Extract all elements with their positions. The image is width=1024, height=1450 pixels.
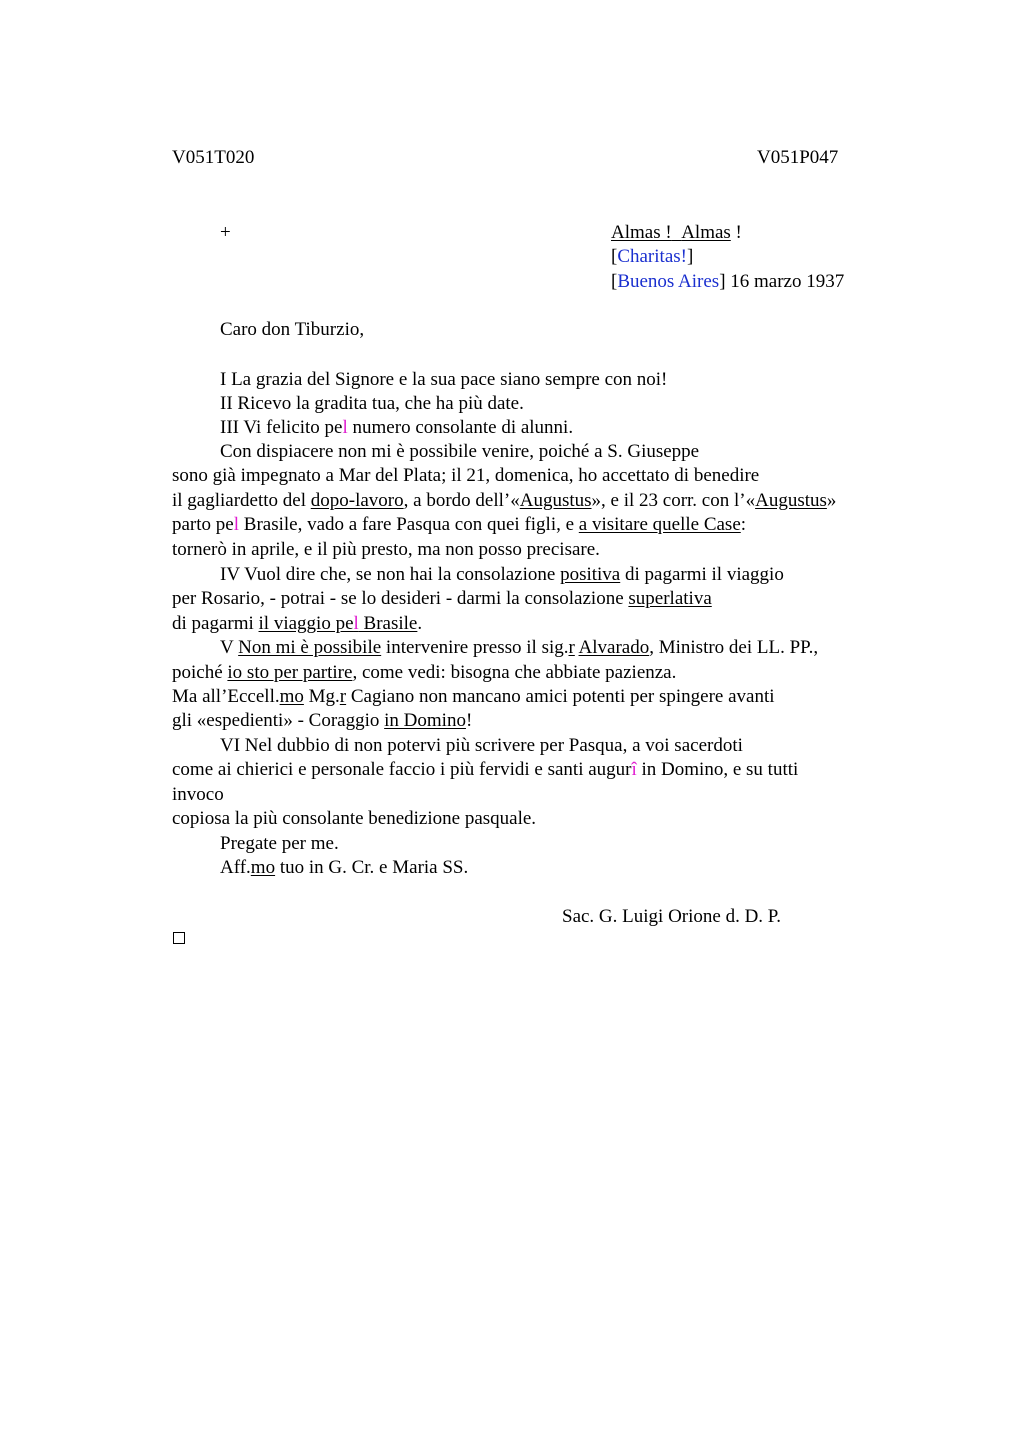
line-19: copiosa la più consolante benedizione pasquale.: [172, 808, 537, 829]
text: poiché: [172, 662, 228, 683]
line-20: Pregate per me.: [220, 833, 339, 854]
line-17: [172, 758, 798, 782]
para-5: [220, 636, 818, 660]
salutation: Caro don Tiburzio,: [220, 319, 365, 340]
place-date-line: [611, 270, 844, 294]
motto-bang: !: [735, 222, 742, 243]
bracket-open: [: [611, 271, 618, 292]
text: tuo in G. Cr. e Maria SS.: [275, 857, 469, 878]
place-name: Buenos Aires: [617, 271, 720, 292]
signature: Sac. G. Luigi Orione d. D. P.: [562, 906, 782, 927]
correction: l: [342, 417, 348, 438]
text: gli «espedienti» - Coraggio: [172, 710, 385, 731]
text: il gagliardetto del: [172, 490, 311, 511]
text: »: [826, 490, 837, 511]
underlined: mo: [250, 857, 276, 878]
underlined: Alvarado: [578, 637, 650, 658]
right-code: V051P047: [757, 147, 839, 168]
text: il viaggio pe: [258, 613, 354, 634]
underlined: Augustus: [755, 490, 827, 511]
line-15: [172, 709, 472, 733]
text: , Ministro dei LL. PP.,: [649, 637, 819, 658]
text: Cagiano non mancano amici potenti per spingere avanti: [346, 686, 775, 707]
underlined: superlativa: [628, 588, 712, 609]
square-outline-icon: [173, 932, 185, 944]
line-13: [172, 661, 676, 685]
bracket-open: [: [611, 246, 618, 267]
underlined: mo: [279, 686, 304, 707]
line-18: invoco: [172, 784, 224, 805]
underlined: dopo-lavoro: [310, 490, 404, 511]
line-11: [172, 612, 422, 636]
para-1: I La grazia del Signore e la sua pace siano sempre con noi!: [220, 369, 668, 390]
closing: [220, 856, 468, 880]
charitas-word: Charitas!: [617, 246, 687, 267]
line-7: [172, 513, 746, 537]
motto-almas-2: Almas: [681, 222, 731, 243]
underlined: positiva: [560, 564, 621, 585]
text: IV Vuol dire che, se non hai la consolazione: [220, 564, 561, 585]
text: parto pe: [172, 514, 234, 535]
underlined: in Domino: [384, 710, 466, 731]
underlined: io sto per partire: [227, 662, 353, 683]
text: Brasile, vado a fare Pasqua con quei figli, e: [239, 514, 579, 535]
bracket-close: ]: [719, 271, 726, 292]
text: , a bordo dell’«: [403, 490, 520, 511]
text: intervenire presso il sig.: [381, 637, 569, 658]
underlined: Augustus: [519, 490, 592, 511]
text: V: [220, 637, 239, 658]
text: di pagarmi: [172, 613, 259, 634]
text: per Rosario, - potrai - se lo desideri - darmi la consolazione: [172, 588, 629, 609]
text: », e il 23 corr. con l’«: [591, 490, 756, 511]
letter-date: 16 marzo 1937: [725, 271, 845, 292]
para-6: VI Nel dubbio di non potervi più scrivere per Pasqua, a voi sacerdoti: [220, 735, 743, 756]
para-3-cont: Con dispiacere non mi è possibile venire, poiché a S. Giuseppe: [220, 441, 700, 462]
text: come ai chierici e personale faccio i più fervidi e santi augur: [172, 759, 632, 780]
correction: l: [353, 613, 359, 634]
line-5: sono già impegnato a Mar del Plata; il 21, domenica, ho accettato di benedire: [172, 465, 760, 486]
text: !: [465, 710, 473, 731]
correction: l: [233, 514, 240, 535]
cross-mark: +: [220, 222, 231, 243]
underlined: [259, 613, 418, 634]
line-8: tornerò in aprile, e il più presto, ma non posso precisare.: [172, 539, 600, 560]
bracket-close: ]: [686, 246, 694, 267]
charitas-line: [611, 245, 693, 269]
text: Brasile: [358, 613, 418, 634]
text: numero consolante di alunni.: [347, 417, 574, 438]
text: Ma all’Eccell.: [172, 686, 280, 707]
motto-almas-1: Almas !: [611, 222, 672, 243]
text: in Domino, e su tutti: [636, 759, 799, 780]
text: Mg.: [303, 686, 340, 707]
para-2: II Ricevo la gradita tua, che ha più date.: [220, 393, 524, 414]
para-3: [220, 416, 573, 440]
line-6: [172, 489, 836, 513]
line-14: [172, 685, 775, 709]
text: III Vi felicito pe: [220, 417, 343, 438]
left-code: V051T020: [172, 147, 255, 168]
text: :: [740, 514, 747, 535]
underlined: Non mi è possibile: [238, 637, 382, 658]
motto-underlined: [611, 222, 731, 243]
correction: î: [631, 759, 637, 780]
motto-line: [611, 221, 742, 245]
underlined: r: [339, 686, 347, 707]
underlined: a visitare quelle Case: [578, 514, 741, 535]
text: .: [417, 613, 423, 634]
text: di pagarmi il viaggio: [620, 564, 784, 585]
text: , come vedi: bisogna che abbiate pazienza.: [352, 662, 677, 683]
para-4: [220, 563, 784, 587]
line-10: [172, 587, 712, 611]
text: Aff.: [220, 857, 251, 878]
underlined: r: [568, 637, 575, 658]
